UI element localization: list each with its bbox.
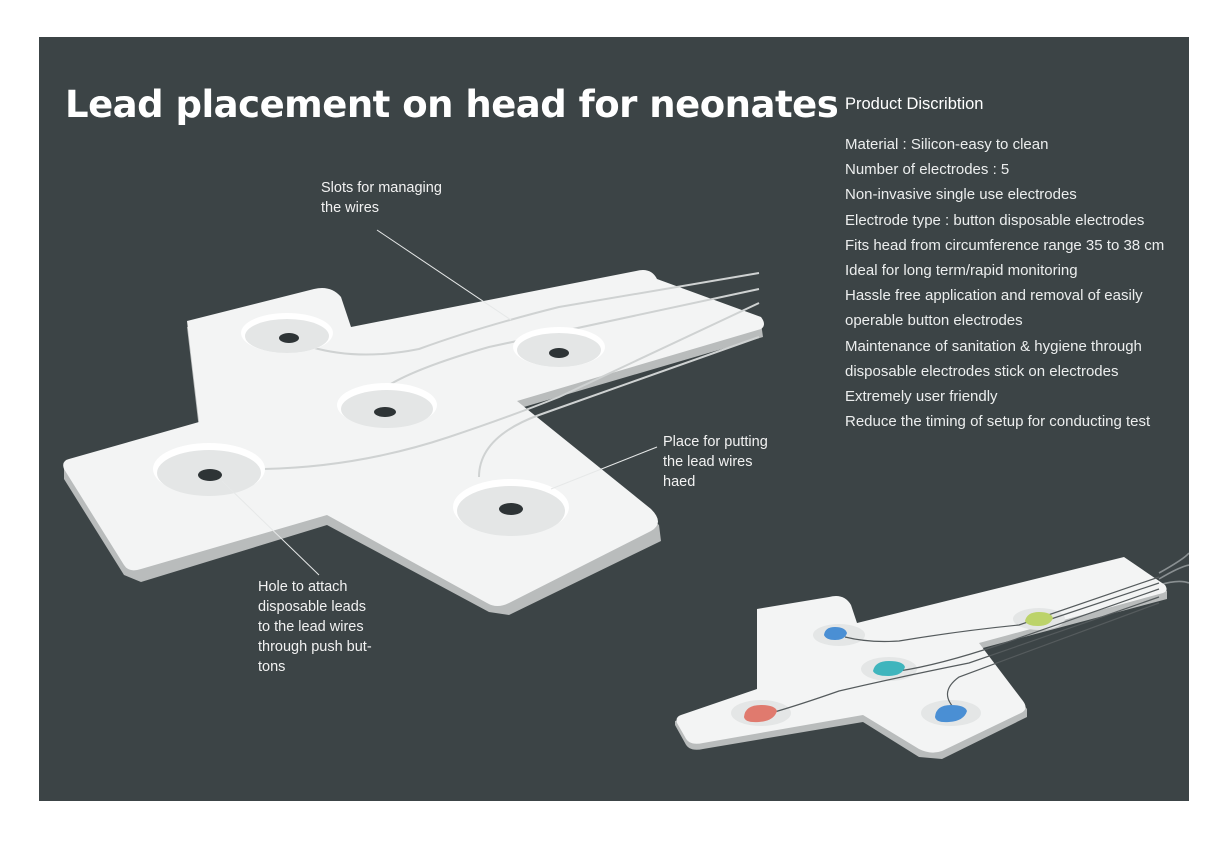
callout-line: Slots for managing <box>321 180 442 196</box>
callout-line: Hole to attach <box>258 579 348 595</box>
cable-bundle <box>1159 553 1189 585</box>
list-item: Fits head from circumference range 35 to 38 cm <box>845 236 1165 254</box>
electrode-well <box>153 443 265 496</box>
device-render-small <box>675 553 1189 759</box>
list-item: Ideal for long term/rapid monitoring <box>845 261 1078 279</box>
callout-line: through push but- <box>258 639 372 655</box>
callout-slots <box>321 178 442 218</box>
list-item: Non-invasive single use electrodes <box>845 186 1077 204</box>
electrode-well <box>513 327 605 367</box>
list-item: Number of electrodes : 5 <box>845 161 1010 179</box>
callout-line: haed <box>663 474 696 490</box>
electrode-well <box>241 313 333 353</box>
product-description-heading: Product Discribtion <box>845 95 984 113</box>
electrode-well <box>453 479 569 536</box>
product-board <box>39 37 1189 801</box>
list-item: Reduce the timing of setup for conducting test <box>845 413 1151 431</box>
callout-hole <box>258 577 372 677</box>
list-item: operable button electrodes <box>845 312 1023 330</box>
callout-line: the wires <box>321 200 380 216</box>
device-top <box>63 270 764 606</box>
callout-line: Place for putting <box>663 434 768 450</box>
list-item: Maintenance of sanitation & hygiene through <box>845 337 1142 355</box>
callout-line: to the lead wires <box>258 619 364 635</box>
callout-place <box>663 432 768 492</box>
list-item: Extremely user friendly <box>845 387 998 405</box>
callout-line: tons <box>258 659 286 675</box>
product-description-list <box>845 132 1164 434</box>
list-item: Electrode type : button disposable electrodes <box>845 211 1145 229</box>
list-item: disposable electrodes stick on electrodes <box>845 362 1119 380</box>
page-title: Lead placement on head for neonates <box>65 83 839 126</box>
callout-line: disposable leads <box>258 599 367 615</box>
list-item: Material : Silicon-easy to clean <box>845 136 1049 153</box>
list-item: Hassle free application and removal of easily <box>845 287 1143 305</box>
callout-line-slots <box>377 230 511 320</box>
callout-line: the lead wires <box>663 454 753 470</box>
electrode-well <box>337 383 437 428</box>
